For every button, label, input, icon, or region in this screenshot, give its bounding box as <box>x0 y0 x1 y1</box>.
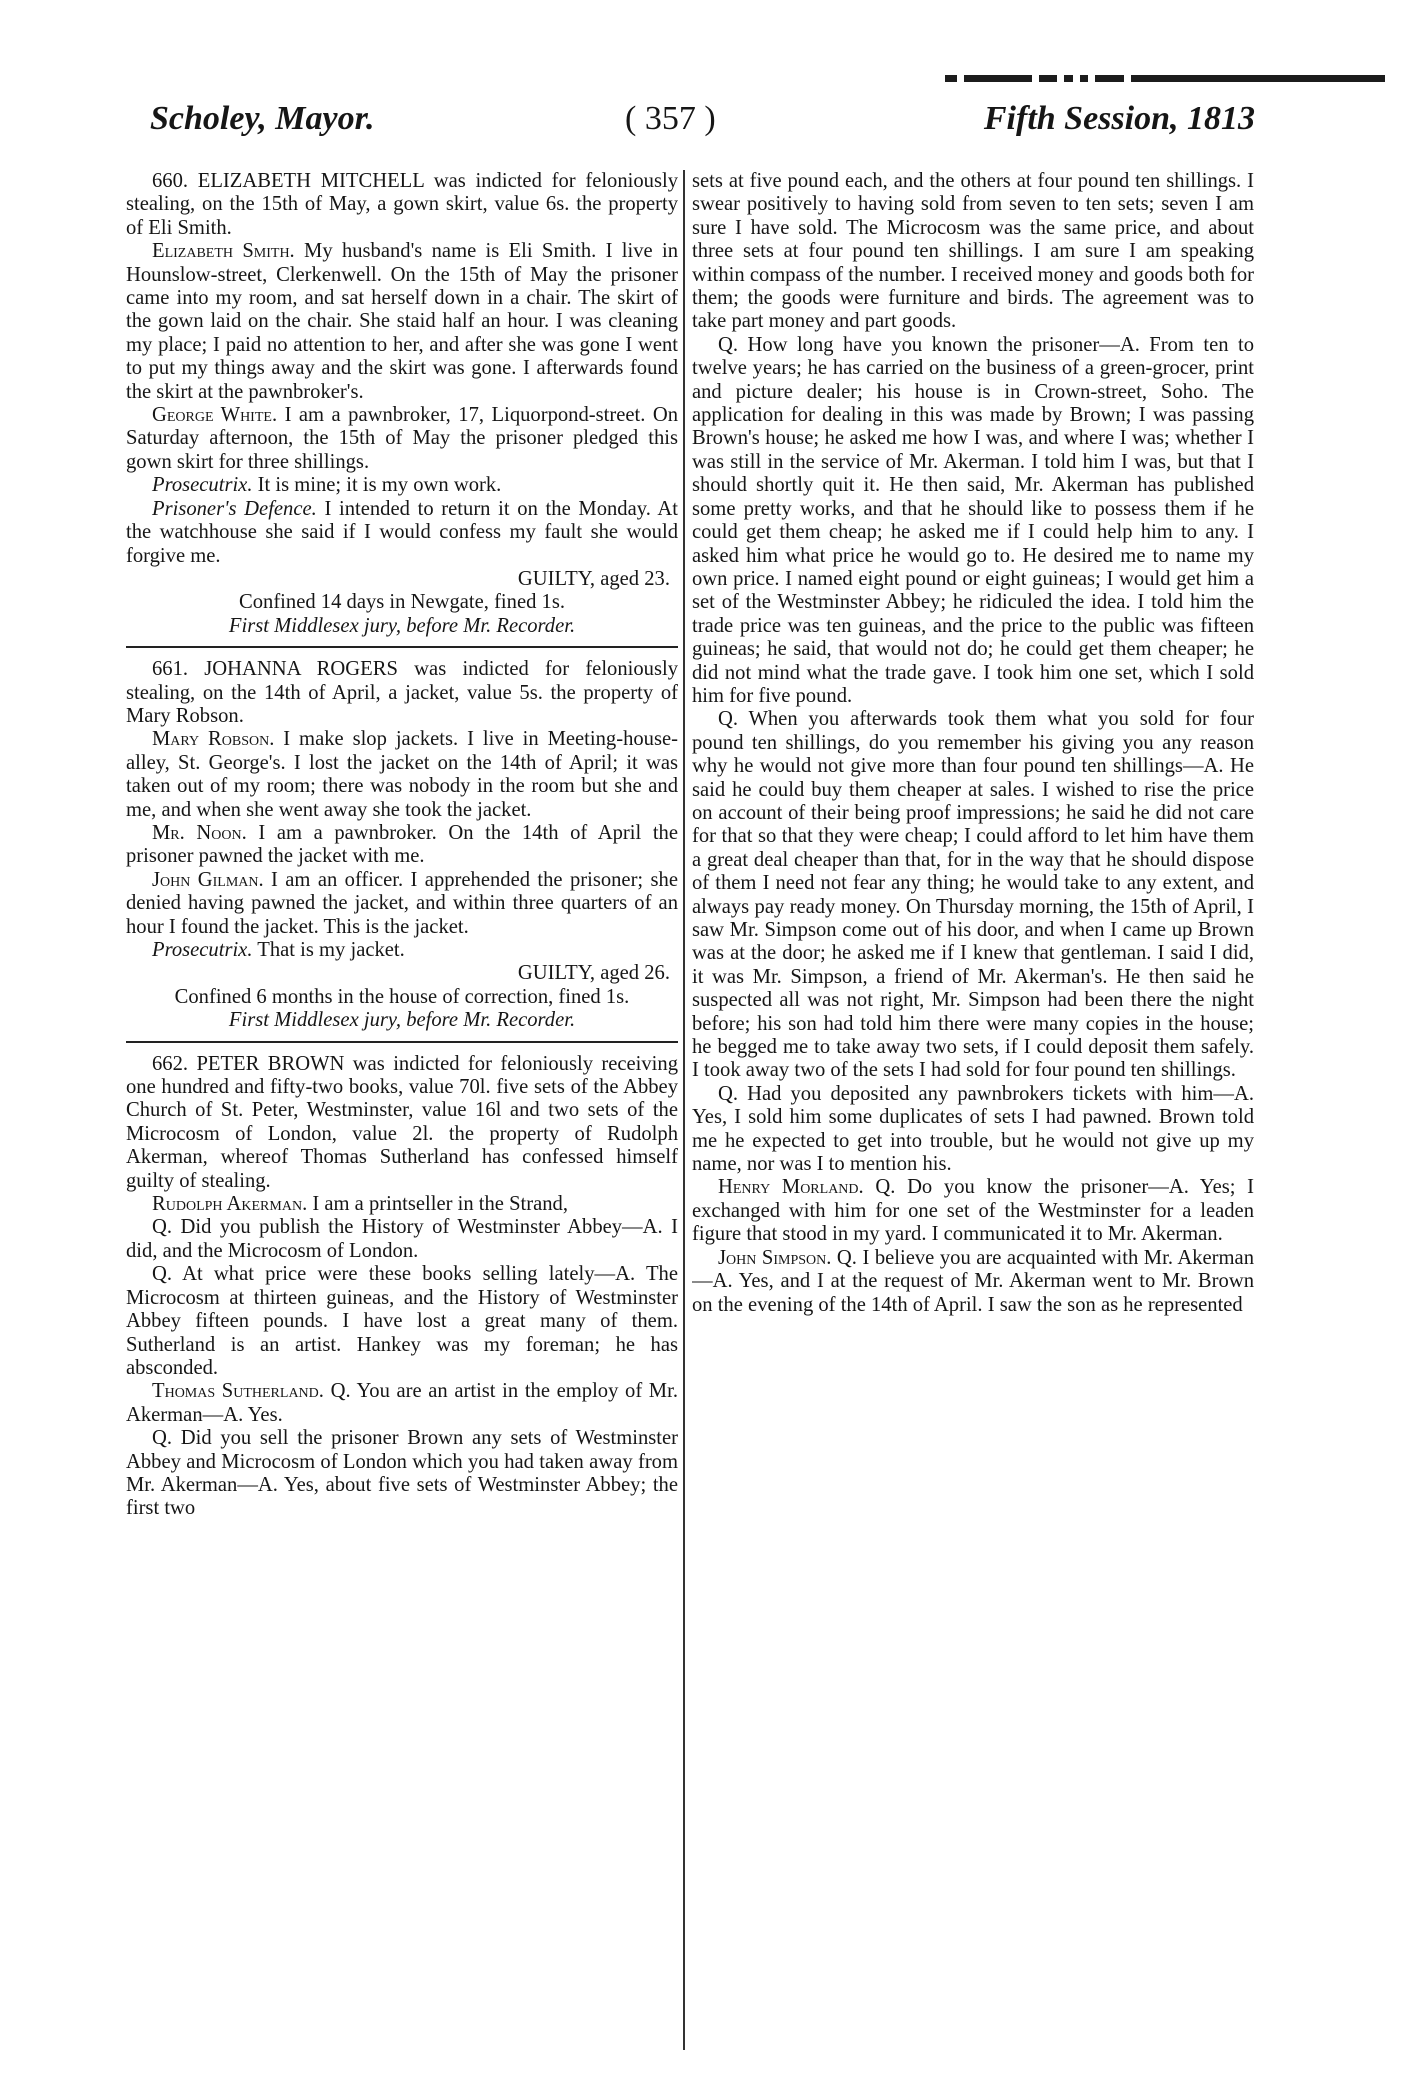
testimony-paragraph <box>126 474 678 497</box>
body-paragraph: Q. Did you sell the prisoner Brown any sets of Westminster Abbey and Microcosm of London which you had taken away from Mr. Akerman—A. Yes, about five sets of Westminster Abbey; the first two <box>126 1427 678 1520</box>
testimony-text: It is mine; it is my own work. <box>252 474 502 497</box>
header-left-mayor: Scholey, Mayor. <box>150 100 375 137</box>
right-column <box>692 170 1254 2050</box>
witness-name: Prosecutrix. <box>152 939 253 961</box>
testimony-text: I am an officer. I apprehended the prisoner; she denied having pawned the jacket, and within three quarters of an hour I found the jacket. This is the jacket. <box>126 868 678 938</box>
witness-name: Mr. Noon. <box>152 821 247 844</box>
defendant-name: ELIZABETH MITCHELL <box>197 170 425 192</box>
witness-name: Elizabeth Smith. <box>152 240 295 263</box>
indictment-text: was indicted for feloniously stealing, on the 14th of April, a jacket, value 5s. the property of Mary Robson. <box>126 658 678 727</box>
jury-line: First Middlesex jury, before Mr. Recorder. <box>228 614 576 637</box>
case-paragraph <box>126 1053 678 1193</box>
sentence-line: Confined 14 days in Newgate, fined 1s. <box>238 591 565 614</box>
testimony-text: That is my jacket. <box>252 939 405 961</box>
verdict-line: GUILTY, aged 23. <box>517 567 670 590</box>
testimony-text: I make slop jackets. I live in Meeting-house-alley, St. George's. I lost the jacket on the 14th of April; it was taken out of my room; there was nobody in the room but she and me, and when she went away she took the jacket. <box>126 728 678 821</box>
column-divider <box>683 170 685 2050</box>
sentence-line: Confined 6 months in the house of correction, fined 1s. <box>174 985 630 1008</box>
left-column <box>126 170 678 2050</box>
case-paragraph <box>126 170 678 240</box>
page-header <box>150 100 1255 150</box>
testimony-paragraph <box>126 404 678 474</box>
indictment-text: was indicted for feloniously receiving one hundred and fifty-two books, value 70l. five sets of the Abbey Church of St. Peter, Westminster, value 16l and two sets of the Microcosm of London, value 2l. the property of Rudolph Akerman, whereof Thomas Sutherland has confessed himself guilty of stealing. <box>126 1052 678 1192</box>
body-paragraph: Q. At what price were these books selling lately—A. The Microcosm at thirteen guineas, and the History of Westminster Abbey fifteen pounds. I have lost a great many of them. Sutherland is an artist. Hankey was my foreman; he has absconded. <box>126 1263 678 1379</box>
testimony-paragraph <box>126 939 678 962</box>
defendant-name: JOHANNA ROGERS <box>204 658 398 681</box>
testimony-paragraph <box>126 869 678 939</box>
testimony-paragraph <box>126 498 678 568</box>
body-paragraph: Q. How long have you known the prisoner—A. From ten to twelve years; he has carried on the business of a green-grocer, print and picture dealer; his house is in Crown-street, Soho. The application for dealing in this was made by Brown; I was passing Brown's house; he asked me how I was, and where I was; whether I was still in the service of Mr. Akerman. I told him I was, but that I should shortly quit it. He then said, Mr. Akerman has published some pretty works, and that he should like to possess them if he could get them cheap; he asked me if I could help him to any. I asked him what price he would go to. He desired me to name my own price. I named eight pound or eight guineas; I would get him a set of the Westminster Abbey; he ridiculed the idea. I told him the trade price was ten guineas, and the price to the public was fifteen guineas; he said, that would not do; he could get them cheaper; he did not mind what the trade gave. I took him one set, which I sold him for five pound. <box>692 333 1254 707</box>
case-separator-rule <box>126 1041 678 1043</box>
witness-name: Prosecutrix. <box>152 474 253 497</box>
testimony-text: I am a pawnbroker, 17, Liquorpond-street. On Saturday afternoon, the 15th of May the prisoner pledged this gown skirt for three shillings. <box>126 404 678 473</box>
testimony-text: I am a printseller in the Strand, <box>307 1193 568 1216</box>
witness-name: George White. <box>152 404 278 427</box>
jury-line: First Middlesex jury, before Mr. Recorder. <box>228 1009 576 1032</box>
witness-name: Prisoner's Defence. <box>152 497 317 520</box>
defendant-name: PETER BROWN <box>196 1052 345 1075</box>
witness-name: Rudolph Akerman. <box>152 1193 308 1216</box>
witness-name: Mary Robson. <box>152 728 275 751</box>
body-paragraph: sets at five pound each, and the others at four pound ten shillings. I swear positively to having sold from seven to ten sets; seven I am sure I have sold. The Microcosm was the same price, and about three sets at four pound ten shillings. I am sure I am speaking within compass of the number. I received money and goods both for them; the goods were furniture and birds. The agreement was to take part money and part goods. <box>692 170 1254 333</box>
testimony-text: Q. I believe you are acquainted with Mr. Akerman—A. Yes, and I at the request of Mr. Akerman went to Mr. Brown on the evening of the 14th of April. I saw the son as he represented <box>692 1246 1254 1316</box>
witness-name: Henry Morland. <box>718 1176 864 1199</box>
case-separator-rule <box>126 646 678 648</box>
header-right-session: Fifth Session, 1813 <box>983 100 1255 137</box>
body-paragraph: Q. When you afterwards took them what you sold for four pound ten shillings, do you remember his giving you any reason why he would not give more than four pound ten shillings—A. He said he could buy them cheaper at sales. I wished to rise the price on account of their being proof impressions; he said he did not care for that so that they were cheap; I could afford to let him have them a great deal cheaper than that, for in the way that he should dispose of them I need not fear any thing; he would take to any extent, and always pay ready money. On Thursday morning, the 15th of April, I saw Mr. Simpson come out of his door, and when I came up Brown was at the door; he asked me if I knew that gentleman. I said I did, it was Mr. Simpson, a friend of Mr. Akerman's. He then said he suspected all was not right, Mr. Simpson had been there the night before; his son had told him there were many copies in the house; he begged me to take away two sets, if I could deposit them safely. I took away two of the sets I had sold for four pound ten shillings. <box>692 708 1254 1082</box>
case-number: 660. <box>152 170 198 192</box>
testimony-paragraph <box>692 1176 1254 1246</box>
testimony-text: Q. You are an artist in the employ of Mr. Akerman—A. Yes. <box>126 1380 678 1426</box>
indictment-text: was indicted for feloniously stealing, on the 15th of May, a gown skirt, value 6s. the property of Eli Smith. <box>126 170 678 239</box>
testimony-paragraph <box>126 822 678 869</box>
verdict-line: GUILTY, aged 26. <box>517 962 670 985</box>
testimony-paragraph <box>126 728 678 822</box>
testimony-paragraph <box>126 240 678 404</box>
page-number: ( 357 ) <box>625 100 716 137</box>
testimony-paragraph <box>126 1193 678 1216</box>
testimony-paragraph <box>126 1380 678 1427</box>
testimony-text: I intended to return it on the Monday. At the watchhouse she said if I would confess my fault she would forgive me. <box>126 497 678 567</box>
body-paragraph: Q. Did you publish the History of Westminster Abbey—A. I did, and the Microcosm of London. <box>126 1216 678 1262</box>
testimony-paragraph <box>692 1247 1254 1317</box>
testimony-text: I am a pawnbroker. On the 14th of April the prisoner pawned the jacket with me. <box>126 821 678 868</box>
body-paragraph: Q. Had you deposited any pawnbrokers tickets with him—A. Yes, I sold him some duplicates of sets I had pawned. Brown told me he expected to get into trouble, but he would not give up my name, nor was I to mention his. <box>692 1082 1254 1176</box>
witness-name: Thomas Sutherland. <box>152 1380 324 1403</box>
testimony-text: Q. Do you know the prisoner—A. Yes; I exchanged with him for one set of the Westminster for a leaden figure that stood in my yard. I communicated it to Mr. Akerman. <box>692 1176 1254 1246</box>
witness-name: John Simpson. <box>718 1246 832 1269</box>
testimony-text: My husband's name is Eli Smith. I live in Hounslow-street, Clerkenwell. On the 15th of May the prisoner came into my room, and sat herself down in a chair. The skirt of the gown laid on the chair. She staid half an hour. I was cleaning my place; I paid no attention to her, and after she was gone I went to put my things away and the skirt was gone. I afterwards found the skirt at the pawnbroker's. <box>126 240 678 403</box>
witness-name: John Gilman. <box>152 868 264 891</box>
case-number: 662. <box>152 1052 197 1075</box>
case-number: 661. <box>152 658 205 681</box>
header-rule-decoration <box>945 72 1385 84</box>
case-paragraph <box>126 658 678 728</box>
